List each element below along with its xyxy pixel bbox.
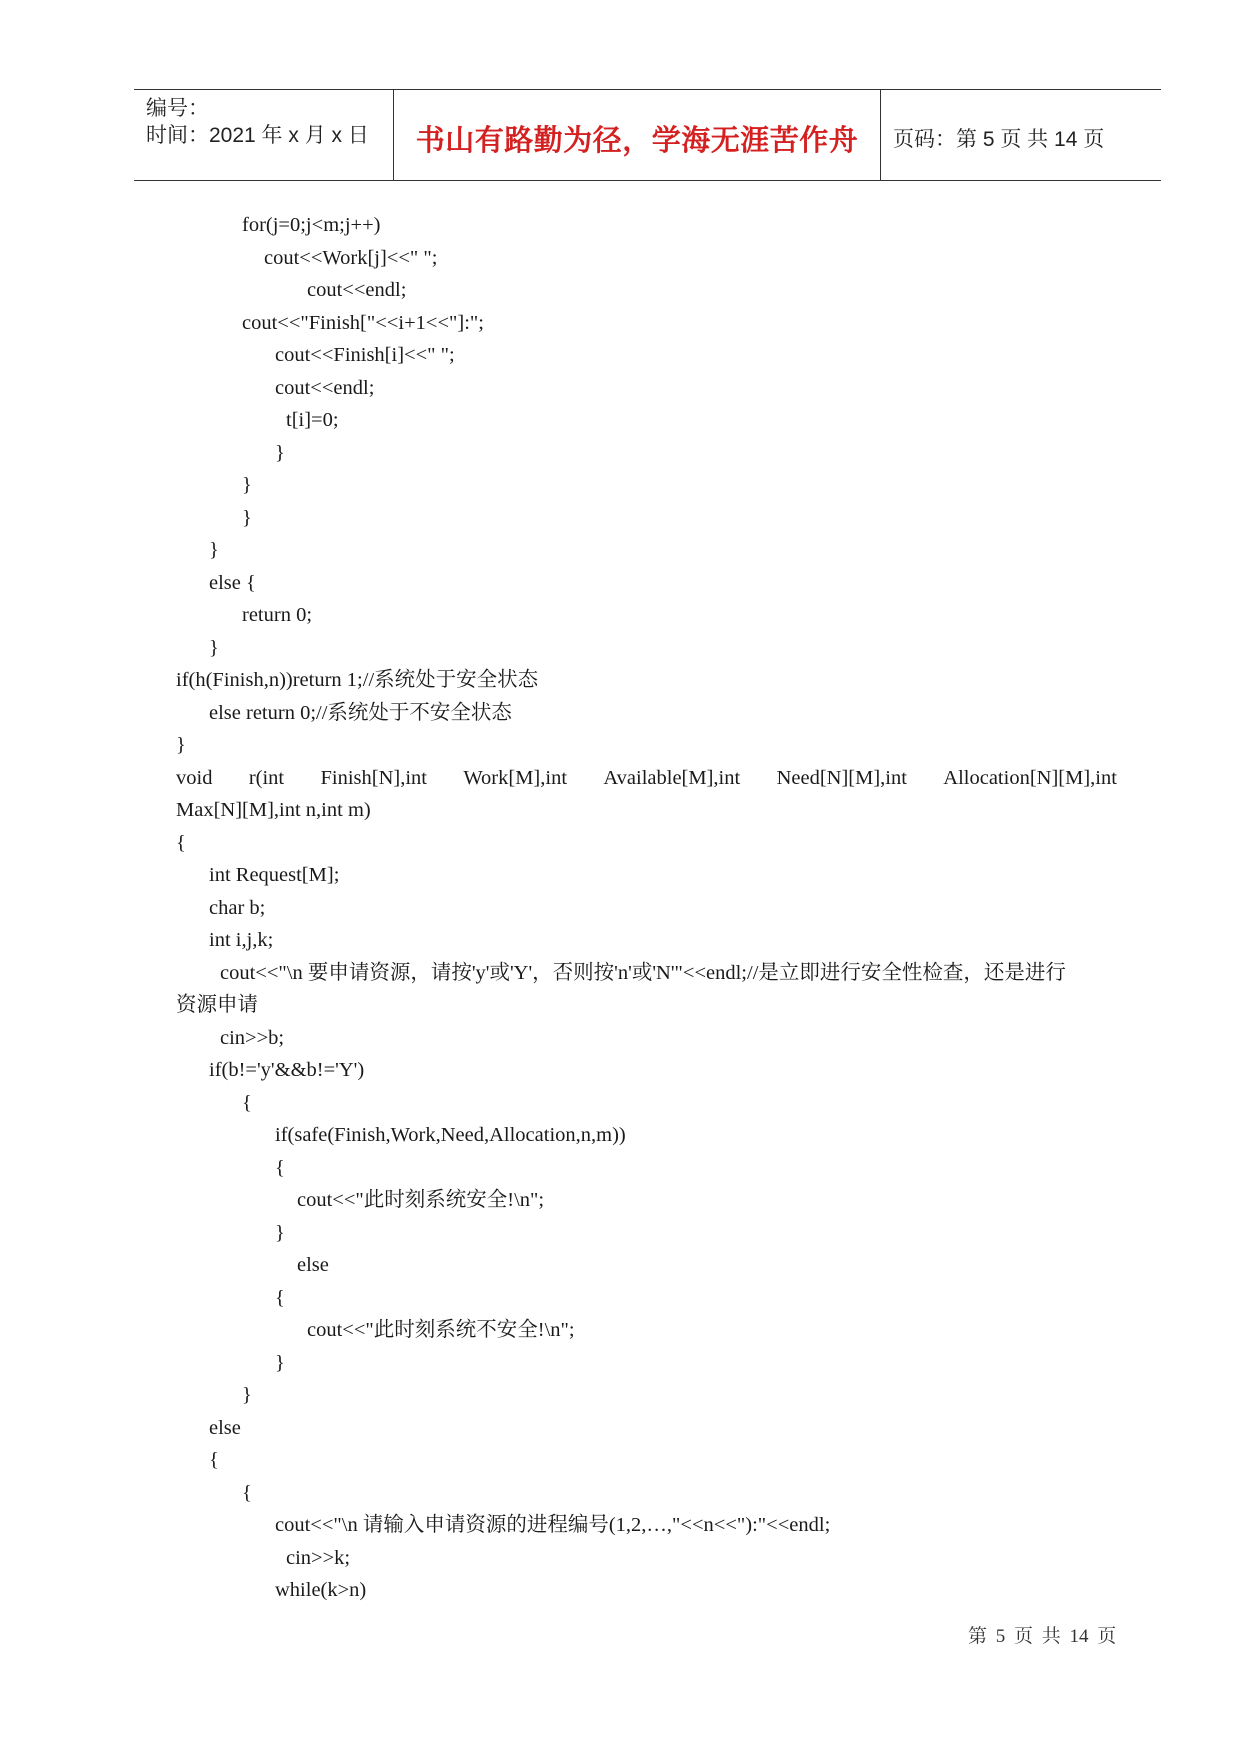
code-line: else return 0;//系统处于不安全状态 [209,702,512,724]
code-line: } [176,734,186,756]
code-line: if(h(Finish,n))return 1;//系统处于安全状态 [176,669,539,691]
signature-token: Finish[N],int [320,767,427,789]
code-line: else { [209,572,256,594]
code-line: { [275,1157,285,1179]
code-line: } [242,474,252,496]
code-line: { [209,1449,219,1471]
signature-token: Need[N][M],int [776,767,907,789]
code-line: cout<<"此时刻系统安全!\n"; [297,1189,545,1211]
document-number-label: 编号： [146,97,209,120]
code-line: { [242,1092,252,1114]
code-line: cout<<Finish[i]<<" "; [275,344,455,366]
code-line: { [176,832,186,854]
code-line: int i,j,k; [209,929,274,951]
code-line: else [297,1254,329,1276]
code-line: int Request[M]; [209,864,340,886]
code-line: while(k>n) [275,1579,367,1601]
code-line: cout<<Work[j]<<" "; [264,247,438,269]
code-line: cout<<endl; [307,279,407,301]
document-date-label: 时间：2021 年 x 月 x 日 [146,124,369,147]
code-line: } [209,539,219,561]
code-line: } [275,1352,285,1374]
signature-token: void [176,767,213,789]
code-line: 资源申请 [176,994,258,1016]
signature-token: Work[M],int [463,767,568,789]
code-line: cin>>b; [220,1027,285,1049]
code-line: cout<<"\n 请输入申请资源的进程编号(1,2,…,"<<n<<"):"<<endl; [275,1514,831,1536]
code-line: cout<<"Finish["<<i+1<<"]:"; [242,312,484,334]
code-line: cout<<"\n 要申请资源，请按'y'或'Y'，否则按'n'或'N'"<<endl;//是立即进行安全性检查，还是进行 [220,962,1066,984]
code-line: } [242,1384,252,1406]
code-line: char b; [209,897,266,919]
function-signature-line [176,766,1117,790]
code-line: } [209,637,219,659]
code-line: return 0; [242,604,313,626]
code-line: cout<<endl; [275,377,375,399]
page-footer: 第 5 页 共 14 页 [968,1626,1117,1647]
code-line: } [275,1222,285,1244]
code-line: if(safe(Finish,Work,Need,Allocation,n,m)) [275,1124,626,1146]
code-line: { [242,1482,252,1504]
signature-token: Allocation[N][M],int [943,767,1117,789]
code-line: for(j=0;j<m;j++) [242,214,381,236]
code-line: } [275,442,285,464]
code-line: cin>>k; [286,1547,351,1569]
code-line: else [209,1417,241,1439]
code-line: Max[N][M],int n,int m) [176,799,371,821]
signature-token: r(int [248,767,285,789]
code-line: } [242,507,252,529]
signature-token: Available[M],int [603,767,741,789]
code-line: cout<<"此时刻系统不安全!\n"; [307,1319,575,1341]
code-line: t[i]=0; [286,409,339,431]
code-line: { [275,1287,285,1309]
header-page-info: 页码：第 5 页 共 14 页 [893,128,1105,151]
header-motto: 书山有路勤为径，学海无涯苦作舟 [415,123,859,157]
code-line: if(b!='y'&&b!='Y') [209,1059,365,1081]
